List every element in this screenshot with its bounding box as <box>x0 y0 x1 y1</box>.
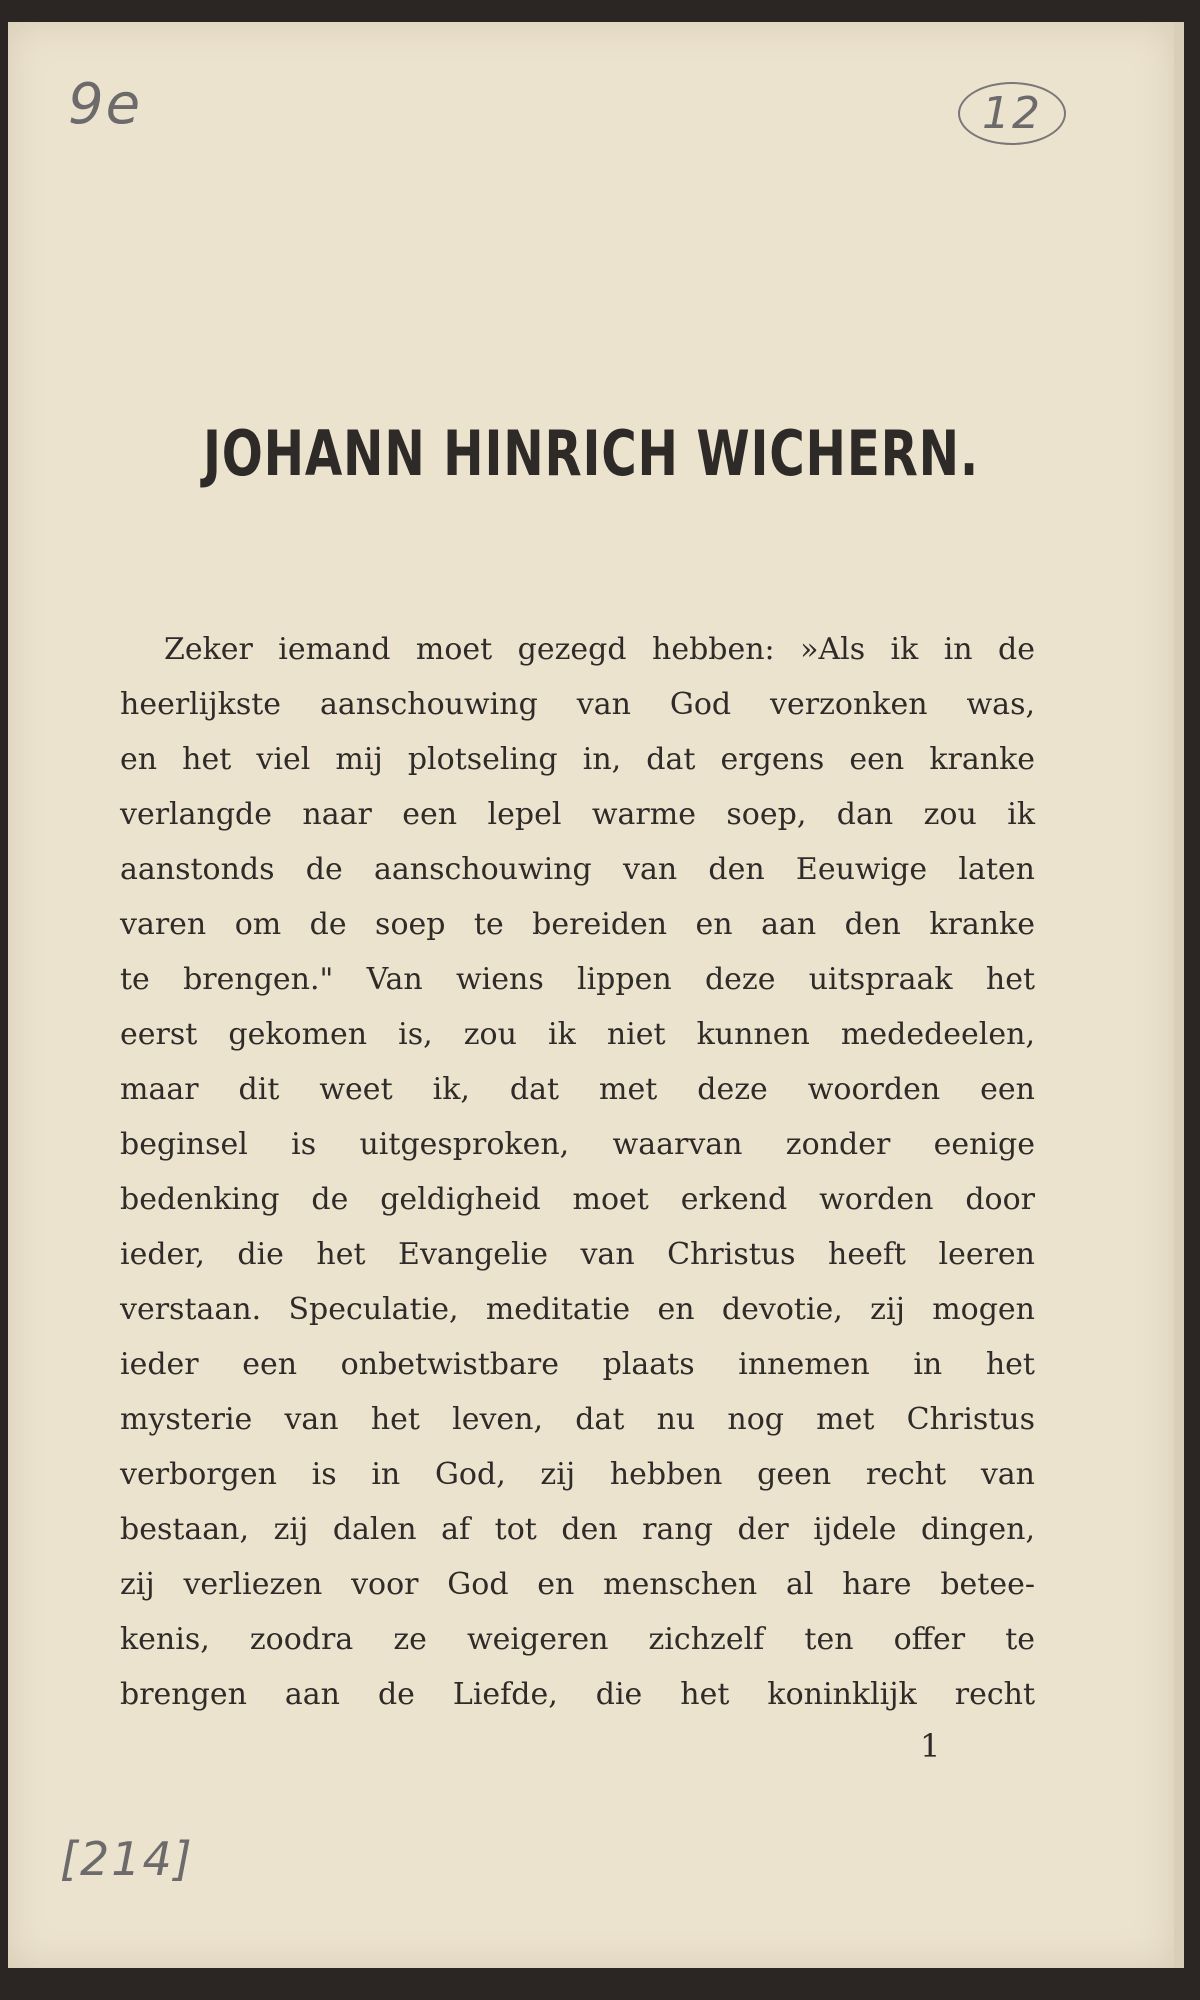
text-line: en het viel mij plotseling in, dat ergens een kranke <box>120 742 1035 777</box>
text-line: brengen aan de Liefde, die het koninklijk recht <box>120 1677 1035 1712</box>
text-line: Zeker iemand moet gezegd hebben: »Als ik in de <box>164 632 1035 667</box>
text-line: ieder, die het Evangelie van Christus heeft leeren <box>120 1237 1035 1272</box>
text-line: maar dit weet ik, dat met deze woorden een <box>120 1072 1035 1107</box>
pencil-annotation-bottom-left: [214] <box>60 1832 194 1886</box>
text-line: beginsel is uitgesproken, waarvan zonder eenige <box>120 1127 1035 1162</box>
text-line: aanstonds de aanschouwing van den Eeuwige laten <box>120 852 1035 887</box>
text-line: bedenking de geldigheid moet erkend worden door <box>120 1182 1035 1217</box>
chapter-title: JOHANN HINRICH WICHERN. <box>202 417 980 490</box>
body-text <box>120 622 1035 1722</box>
text-line: kenis, zoodra ze weigeren zichzelf ten offer te <box>120 1622 1035 1657</box>
text-line: zij verliezen voor God en menschen al hare betee- <box>120 1567 1035 1602</box>
book-page <box>8 22 1184 1968</box>
text-line: ieder een onbetwistbare plaats innemen in het <box>120 1347 1035 1382</box>
text-line: mysterie van het leven, dat nu nog met Christus <box>120 1402 1035 1437</box>
text-line: eerst gekomen is, zou ik niet kunnen mededeelen, <box>120 1017 1035 1052</box>
pencil-annotation-top-right: 12 <box>958 82 1066 145</box>
text-line: te brengen." Van wiens lippen deze uitspraak het <box>120 962 1035 997</box>
text-line: verborgen is in God, zij hebben geen recht van <box>120 1457 1035 1492</box>
text-line: bestaan, zij dalen af tot den rang der ijdele dingen, <box>120 1512 1035 1547</box>
text-line: verlangde naar een lepel warme soep, dan zou ik <box>120 797 1035 832</box>
text-line: verstaan. Speculatie, meditatie en devotie, zij mogen <box>120 1292 1035 1327</box>
pencil-annotation-top-left: 9e <box>68 72 143 137</box>
text-line: varen om de soep te bereiden en aan den kranke <box>120 907 1035 942</box>
page-number: 1 <box>920 1727 941 1765</box>
text-line: heerlijkste aanschouwing van God verzonken was, <box>120 687 1035 722</box>
